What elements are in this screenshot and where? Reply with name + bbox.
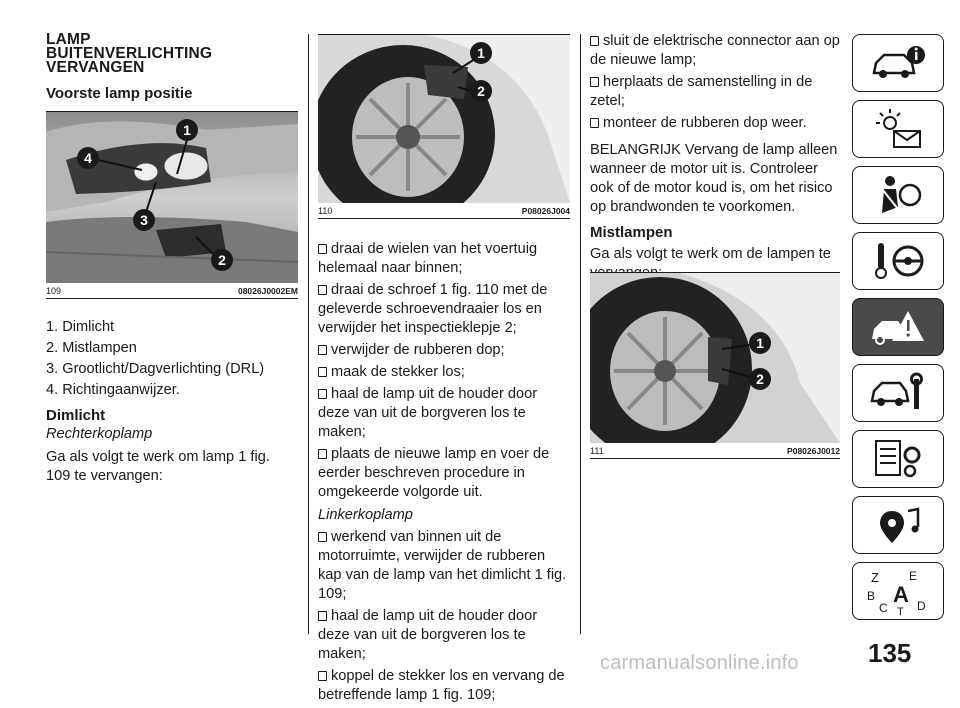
index-letter: C	[879, 601, 888, 615]
paragraph: Ga als volgt te werk om lamp 1 fig. 109 te vervangen:	[46, 449, 270, 484]
step-text: draai de wielen van het voertuig helemaal naar binnen;	[318, 241, 538, 276]
step-item	[590, 73, 840, 111]
column-divider	[308, 34, 309, 634]
step-item	[318, 341, 570, 360]
title-line: BUITENVERLICHTING	[46, 45, 213, 62]
figure-number: 110	[318, 206, 333, 216]
alphabet-index-icon	[863, 566, 933, 616]
figure-caption	[46, 283, 298, 299]
step-item	[318, 667, 570, 705]
legend-item: 3. Grootlicht/Dagverlichting (DRL)	[46, 361, 265, 377]
watermark: carmanualsonline.info	[600, 652, 799, 674]
bullet-icon	[590, 77, 599, 87]
figure-number: 109	[46, 286, 62, 296]
step-text: verwijder de rubberen dop;	[331, 342, 505, 358]
section-heading: Dimlicht	[46, 407, 106, 424]
multimedia-icon	[868, 503, 928, 547]
callout-1: 1	[477, 45, 485, 61]
tab-starting-driving[interactable]	[852, 232, 944, 290]
tab-technical-data[interactable]	[852, 430, 944, 488]
bullet-icon	[318, 532, 327, 542]
figure-number: 111	[590, 446, 604, 456]
step-item	[318, 363, 570, 382]
section-heading: Mistlampen	[590, 224, 673, 241]
index-letter: Z	[871, 570, 879, 585]
wheel-arch-image	[318, 35, 570, 203]
legend-item: 2. Mistlampen	[46, 340, 137, 356]
tab-safety[interactable]	[852, 166, 944, 224]
title-line: VERVANGEN	[46, 59, 145, 76]
page-title	[46, 33, 212, 75]
page-number: 135	[868, 638, 912, 668]
step-item	[590, 32, 840, 70]
figure-code: P08026J0012	[787, 446, 840, 456]
step-text: herplaats de samenstelling in de zetel;	[590, 74, 813, 109]
bullet-icon	[318, 389, 327, 399]
step-item	[318, 445, 570, 502]
legend-item: 4. Richtingaanwijzer.	[46, 382, 180, 398]
chapter-sidebar	[852, 34, 944, 628]
bullet-icon	[318, 367, 327, 377]
step-text: werkend van binnen uit de motorruimte, verwijder de rubberen kap van de lamp van het dimlicht 1 fig. 109;	[318, 529, 567, 602]
figure-111	[590, 272, 840, 459]
figure-code: 08026J0002EM	[237, 286, 298, 296]
car-info-icon	[868, 43, 928, 83]
index-letter: D	[917, 599, 926, 613]
index-letter: A	[893, 582, 909, 607]
tab-lights-messages[interactable]	[852, 100, 944, 158]
bullet-icon	[318, 611, 327, 621]
step-item	[318, 281, 570, 338]
figure-109	[46, 111, 298, 299]
bullet-icon	[318, 285, 327, 295]
callout-3: 3	[140, 212, 148, 228]
step-item	[590, 114, 840, 133]
index-letter: T	[897, 606, 904, 616]
lights-mail-icon	[868, 107, 928, 151]
step-text: sluit de elektrische connector aan op de nieuwe lamp;	[590, 33, 840, 68]
step-text: draai de schroef 1 fig. 110 met de geleverde schroevendraaier los en verwijder het inspectieklepje 2;	[318, 282, 548, 336]
key-steering-icon	[868, 239, 928, 283]
car-wrench-icon	[868, 371, 928, 415]
tab-emergency[interactable]	[852, 298, 944, 356]
callout-1: 1	[756, 335, 764, 351]
warning-paragraph: BELANGRIJK Vervang de lamp alleen wanneer de motor uit is. Controleer ook of de motor koud is, om het risico op brandwonden te voorkomen.	[590, 142, 838, 215]
tab-maintenance[interactable]	[852, 364, 944, 422]
step-item	[318, 607, 570, 664]
step-item	[318, 528, 570, 604]
step-item	[318, 240, 570, 278]
callout-4: 4	[84, 150, 92, 166]
tab-car-info[interactable]	[852, 34, 944, 92]
callout-1: 1	[183, 122, 191, 138]
step-text: plaats de nieuwe lamp en voer de eerder beschreven procedure in omgekeerde volgorde uit.	[318, 446, 550, 500]
figure-110	[318, 34, 570, 219]
subsection-heading: Linkerkoplamp	[318, 507, 413, 523]
legend-item: 1. Dimlicht	[46, 319, 115, 335]
tab-index[interactable]	[852, 562, 944, 620]
bullet-icon	[318, 449, 327, 459]
fog-lamp-image	[590, 273, 840, 443]
step-text: monteer de rubberen dop weer.	[603, 115, 807, 131]
index-letter: E	[909, 569, 918, 583]
figure-caption	[590, 443, 840, 459]
column-divider	[580, 34, 581, 634]
bullet-icon	[318, 345, 327, 355]
seatbelt-airbag-icon	[868, 173, 928, 217]
checklist-gear-icon	[868, 437, 928, 481]
figure-caption	[318, 203, 570, 219]
figure-code: P08026J004	[521, 206, 570, 216]
bullet-icon	[590, 118, 599, 128]
breakdown-warning-icon	[868, 305, 928, 349]
step-text: haal de lamp uit de houder door deze van uit de borgveren los te maken;	[318, 386, 538, 440]
subsection-heading: Rechterkoplamp	[46, 426, 153, 442]
step-text: koppel de stekker los en vervang de betreffende lamp 1 fig. 109;	[318, 668, 565, 703]
bullet-icon	[590, 36, 599, 46]
paragraph: Ga als volgt te werk om de lampen te	[590, 246, 831, 262]
title-line: LAMP	[46, 31, 91, 48]
bullet-icon	[318, 244, 327, 254]
headlamp-image	[46, 112, 298, 283]
step-text: haal de lamp uit de houder door deze van uit de borgveren los te maken;	[318, 608, 538, 662]
step-item	[318, 385, 570, 442]
index-letter: B	[867, 589, 876, 603]
callout-2: 2	[756, 371, 764, 387]
tab-multimedia[interactable]	[852, 496, 944, 554]
callout-2: 2	[218, 252, 226, 268]
step-text: maak de stekker los;	[331, 364, 465, 380]
bullet-icon	[318, 671, 327, 681]
subtitle: Voorste lamp positie	[46, 85, 193, 102]
callout-2: 2	[477, 83, 485, 99]
